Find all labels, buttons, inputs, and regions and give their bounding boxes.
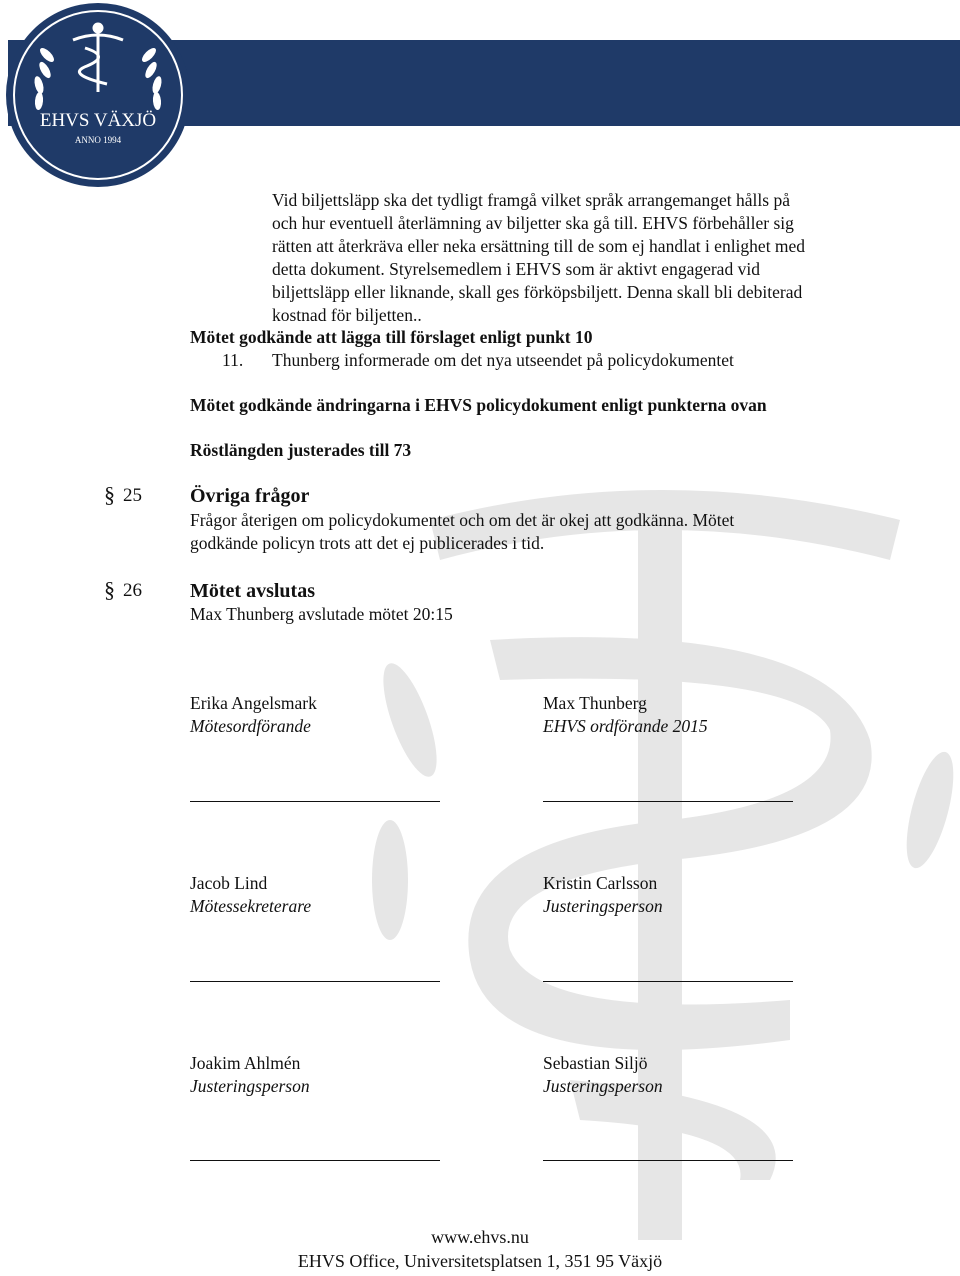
signatory-name: Sebastian Siljö bbox=[543, 1053, 648, 1073]
intro-line: rätten att återkräva eller neka ersättning till de som ej handlat i enlighet med bbox=[272, 236, 806, 256]
section-number: 26 bbox=[123, 580, 142, 601]
signatory-role: Justeringsperson bbox=[543, 896, 663, 916]
signature-line bbox=[190, 981, 440, 982]
decision-policy-changes: Mötet godkände ändringarna i EHVS policydokument enligt punkterna ovan bbox=[190, 395, 767, 415]
logo-name: EHVS VÄXJÖ bbox=[39, 110, 157, 131]
intro-line: och hur eventuell återlämning av biljetter ska gå till. EHVS förbehåller sig bbox=[272, 213, 794, 233]
signatory-role: Justeringsperson bbox=[543, 1076, 663, 1096]
section-title: Övriga frågor bbox=[190, 485, 310, 507]
caduceus-watermark-icon bbox=[370, 480, 960, 1240]
footer-website[interactable]: www.ehvs.nu bbox=[431, 1227, 529, 1247]
section-title: Mötet avslutas bbox=[190, 580, 315, 602]
signatory-role: Justeringsperson bbox=[190, 1076, 310, 1096]
signatory-role: EHVS ordförande 2015 bbox=[543, 716, 708, 736]
signature-line bbox=[543, 981, 793, 982]
signatory-name: Kristin Carlsson bbox=[543, 873, 658, 893]
signatory-name: Erika Angelsmark bbox=[190, 693, 317, 713]
signatory-role: Mötessekreterare bbox=[190, 896, 312, 916]
footer-address: EHVS Office, Universitetsplatsen 1, 351 95 Växjö bbox=[297, 1251, 663, 1271]
item-number-11: 11. bbox=[222, 350, 244, 370]
intro-line: Vid biljettsläpp ska det tydligt framgå vilket språk arrangemanget hålls på bbox=[272, 190, 790, 210]
section-symbol: § bbox=[104, 482, 115, 507]
signature-line bbox=[543, 1160, 793, 1161]
section-body-line: godkände policyn trots att det ej publicerades i tid. bbox=[190, 533, 545, 553]
signatory-name: Joakim Ahlmén bbox=[190, 1053, 301, 1073]
intro-line: detta dokument. Styrelsemedlem i EHVS som är aktivt engagerad vid bbox=[272, 259, 760, 279]
signature-line bbox=[190, 1160, 440, 1161]
section-symbol: § bbox=[104, 577, 115, 602]
section-body-line: Max Thunberg avslutade mötet 20:15 bbox=[190, 604, 453, 624]
intro-line: biljettsläpp eller liknande, skall ges förköpsbiljett. Denna skall bli debiterad bbox=[272, 282, 803, 302]
voting-roll: Röstlängden justerades till 73 bbox=[190, 440, 412, 460]
signature-line bbox=[543, 801, 793, 802]
section-body-line: Frågor återigen om policydokumentet och om det är okej att godkänna. Mötet bbox=[190, 510, 735, 530]
item-text-11: Thunberg informerade om det nya utseendet på policydokumentet bbox=[272, 350, 734, 370]
intro-line: kostnad för biljetten.. bbox=[272, 305, 422, 325]
signature-line bbox=[190, 801, 440, 802]
signatory-name: Jacob Lind bbox=[190, 873, 268, 893]
section-number: 25 bbox=[123, 485, 142, 506]
signatory-role: Mötesordförande bbox=[190, 716, 311, 736]
logo-year: ANNO 1994 bbox=[74, 135, 122, 145]
signatory-name: Max Thunberg bbox=[543, 693, 647, 713]
decision-point-10: Mötet godkände att lägga till förslaget enligt punkt 10 bbox=[190, 327, 593, 347]
intro-paragraph bbox=[272, 189, 872, 327]
ehvs-logo bbox=[3, 0, 193, 190]
